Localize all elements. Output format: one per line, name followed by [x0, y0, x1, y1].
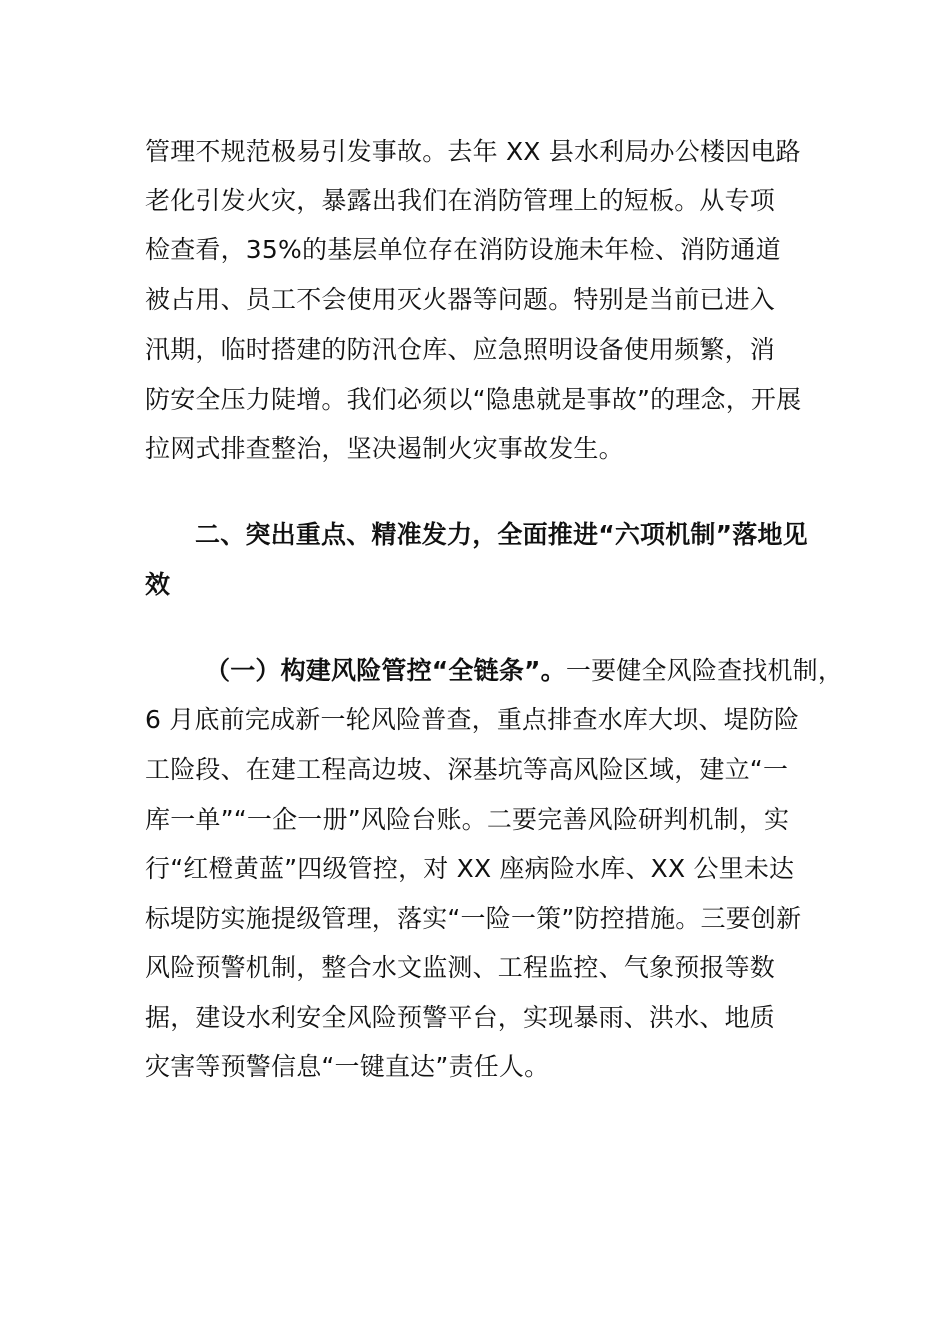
- paragraph-line: 检查看，35%的基层单位存在消防设施未年检、消防通道: [145, 235, 781, 264]
- paragraph-line: 行“红橙黄蓝”四级管控，对 XX 座病险水库、XX 公里未达: [145, 854, 795, 883]
- paragraph-lead-line: [205, 656, 843, 686]
- lead-text: 一要健全风险查找机制，: [565, 656, 844, 685]
- paragraph-line: 工险段、在建工程高边坡、深基坑等高风险区域，建立“一: [145, 755, 789, 784]
- paragraph-line: 风险预警机制，整合水文监测、工程监控、气象预报等数: [145, 953, 776, 982]
- paragraph-line: 防安全压力陡增。我们必须以“隐患就是事故”的理念，开展: [145, 385, 802, 414]
- paragraph-line: 标堤防实施提级管理，落实“一险一策”防控措施。三要创新: [145, 904, 802, 933]
- paragraph-line: 汛期，临时搭建的防汛仓库、应急照明设备使用频繁，消: [145, 335, 776, 364]
- heading-line: 效: [145, 570, 171, 599]
- paragraph-line: 拉网式排查整治，坚决遏制火灾事故发生。: [145, 434, 624, 463]
- subheading-inline: （一）构建风险管控“全链条”。: [205, 656, 566, 685]
- paragraph-line: 灾害等预警信息“一键直达”责任人。: [145, 1052, 550, 1081]
- paragraph-line: 老化引发火灾，暴露出我们在消防管理上的短板。从专项: [145, 186, 776, 215]
- paragraph-line: 管理不规范极易引发事故。去年 XX 县水利局办公楼因电路: [145, 137, 801, 166]
- paragraph-line: 6 月底前完成新一轮风险普查，重点排查水库大坝、堤防险: [145, 705, 800, 734]
- paragraph-line: 库一单”“一企一册”风险台账。二要完善风险研判机制，实: [145, 805, 790, 834]
- paragraph-line: 被占用、员工不会使用灭火器等问题。特别是当前已进入: [145, 285, 776, 314]
- paragraph-line: 据，建设水利安全风险预警平台，实现暴雨、洪水、地质: [145, 1003, 776, 1032]
- heading-line: 二、突出重点、精准发力，全面推进“六项机制”落地见: [195, 520, 808, 549]
